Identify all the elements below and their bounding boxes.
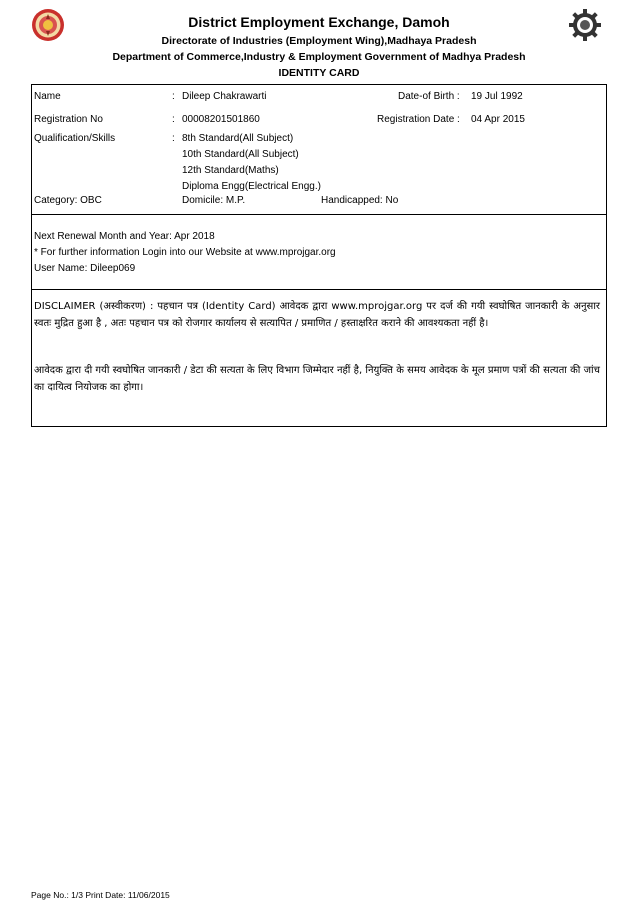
disclaimer-section (32, 290, 606, 427)
renewal-info: Next Renewal Month and Year: Apr 2018 (34, 231, 215, 242)
handicapped-field: Handicapped: No (321, 195, 399, 206)
identity-card (31, 84, 607, 427)
identity-card-heading: IDENTITY CARD (278, 67, 360, 79)
qualification-item: Diploma Engg(Electrical Engg.) (182, 181, 321, 192)
page-footer: Page No.: 1/3 Print Date: 11/06/2015 (31, 890, 170, 900)
domicile-field: Domicile: M.P. (182, 195, 246, 206)
registration-no-label: Registration No (34, 114, 103, 125)
disclaimer-paragraph: DISCLAIMER (अस्वीकरण) : पहचान पत्र (Identity Card) आवेदक द्वारा www.mprojgar.org पर दर्ज की गयी स्वघोषित जानकारी के अनुसार स्वतः मुद्रित हुआ है , अतः पहचान पत्र को रोजगार कार्यालय से सत्यापित / प्रमाणित / हस्ताक्षरित कराने की आवश्यकता नहीं है। (34, 301, 600, 329)
directorate-subtitle: Directorate of Industries (Employment Wing),Madhaya Pradesh (161, 35, 477, 47)
name-value: Dileep Chakrawarti (182, 91, 267, 102)
qualification-item: 10th Standard(All Subject) (182, 149, 299, 160)
name-colon: : (172, 91, 175, 102)
name-label: Name (34, 91, 61, 102)
disclaimer-paragraph: आवेदक द्वारा दी गयी स्वघोषित जानकारी / डेटा की सत्यता के लिए विभाग जिम्मेदार नहीं है, नियुक्ति के समय आवेदक के मूल प्रमाण पत्रों की सत्यता की जांच का दायित्व नियोजक का होगा। (34, 365, 600, 393)
personal-details-section (32, 85, 606, 215)
qualification-item: 12th Standard(Maths) (182, 165, 279, 176)
registration-date-label: Registration Date : (377, 114, 460, 125)
dob-label: Date-of Birth : (398, 91, 460, 102)
dob-value: 19 Jul 1992 (471, 91, 523, 102)
page-title: District Employment Exchange, Damoh (188, 14, 450, 30)
qualification-colon: : (172, 133, 175, 144)
category-field: Category: OBC (34, 195, 102, 206)
department-subtitle: Department of Commerce,Industry & Employment Government of Madhya Pradesh (112, 51, 526, 63)
qualification-label: Qualification/Skills (34, 133, 116, 144)
registration-no-value: 00008201501860 (182, 114, 260, 125)
username-info: User Name: Dileep069 (34, 263, 136, 274)
registration-no-colon: : (172, 114, 175, 125)
qualification-item: 8th Standard(All Subject) (182, 133, 294, 144)
registration-date-value: 04 Apr 2015 (471, 114, 525, 125)
website-note: * For further information Login into our Website at www.mprojgar.org (34, 247, 336, 258)
account-info-section (32, 215, 606, 290)
